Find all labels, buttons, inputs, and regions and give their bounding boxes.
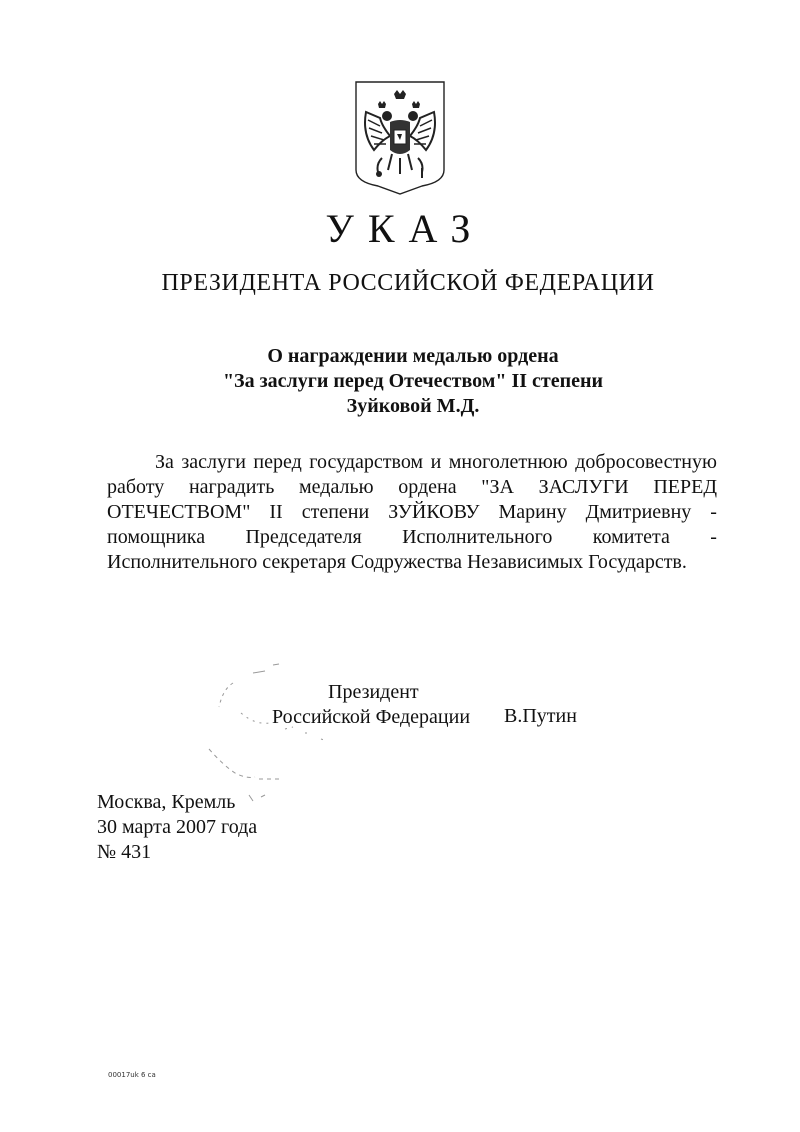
word: ЗУЙКОВУ: [388, 501, 480, 523]
position-line: Российской Федерации: [272, 706, 471, 728]
word: степени: [301, 501, 370, 523]
heading-line: О награждении медалью ордена: [267, 345, 559, 367]
word: ПЕРЕД: [653, 476, 717, 498]
decree-subtitle: ПРЕЗИДЕНТА РОССИЙСКОЙ ФЕДЕРАЦИИ: [161, 270, 655, 296]
word: -: [710, 501, 717, 523]
body-line: [107, 525, 717, 550]
word: ОТЕЧЕСТВОМ": [107, 501, 251, 523]
word: Дмитриевну: [585, 501, 692, 523]
word: медалью: [299, 476, 374, 498]
word: и: [430, 451, 442, 473]
body-line: [107, 500, 717, 525]
decree-body: [107, 450, 717, 575]
signatory-position: [272, 680, 470, 730]
decree-number: № 431: [97, 841, 152, 863]
word: комитета: [592, 526, 670, 548]
word: добросовестную: [575, 451, 717, 473]
signatory-name: В.Путин: [504, 705, 577, 727]
word: государством: [309, 451, 424, 473]
place-date-block: [97, 790, 257, 865]
place: Москва, Кремль: [97, 791, 236, 813]
word: перед: [253, 451, 302, 473]
word: работу: [107, 476, 165, 498]
word: ЗАСЛУГИ: [538, 476, 629, 498]
word: За: [155, 451, 174, 473]
heading-line: "За заслуги перед Отечеством" II степени: [222, 370, 604, 392]
heading-line: Зуйковой М.Д.: [346, 395, 480, 417]
word: ордена: [398, 476, 457, 498]
word: Исполнительного секретаря Содружества Независимых Государств.: [107, 551, 687, 573]
decree-title: УКАЗ: [325, 206, 485, 251]
word: Председателя: [245, 526, 362, 548]
coat-of-arms-icon: [352, 78, 448, 196]
word: Марину: [498, 501, 567, 523]
word: наградить: [188, 476, 275, 498]
body-line: [107, 450, 717, 475]
decree-heading: [0, 344, 800, 419]
word: "ЗА: [481, 476, 514, 498]
word: заслуги: [181, 451, 246, 473]
word: II: [269, 501, 283, 523]
footer-code: 00017uk 6 ca: [108, 1071, 156, 1079]
body-line: [107, 550, 717, 575]
word: многолетнюю: [448, 451, 568, 473]
word: помощника: [107, 526, 206, 548]
word: Исполнительного: [402, 526, 553, 548]
date: 30 марта 2007 года: [97, 816, 258, 838]
position-line: Президент: [328, 681, 419, 703]
body-line: [107, 475, 717, 500]
signature-mark: [195, 655, 345, 805]
word: -: [710, 526, 717, 548]
